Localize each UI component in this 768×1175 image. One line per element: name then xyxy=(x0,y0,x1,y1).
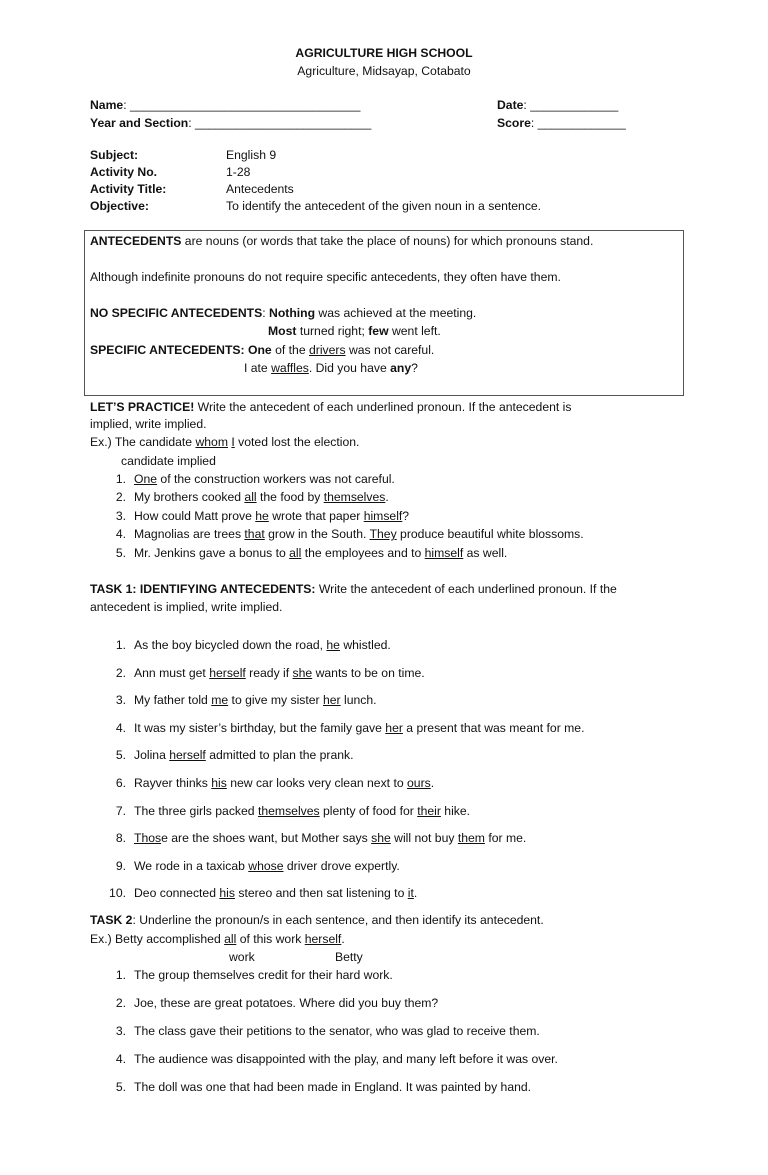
spec-rest: of the xyxy=(271,343,309,357)
task2-example-answer-1: work xyxy=(229,950,255,964)
underlined-pronoun: that xyxy=(244,527,265,542)
item-text: will not buy xyxy=(390,831,458,846)
item-number: 4. xyxy=(115,527,126,542)
item-text: Deo connected xyxy=(134,886,220,901)
practice-instruction-line-1 xyxy=(90,399,571,415)
name-field[interactable]: Name: __________________________________ xyxy=(90,98,361,112)
item-text: . xyxy=(385,490,389,505)
item-text: for me. xyxy=(484,831,527,846)
underlined-pronoun: she xyxy=(292,665,313,680)
item-text: Joe, these are great potatoes. Where did you buy them? xyxy=(134,996,439,1010)
underlined-pronoun: them xyxy=(457,831,485,846)
nospec-rest: turned right; xyxy=(296,324,369,338)
underlined-pronoun: her xyxy=(323,693,341,708)
task1-instruction-line-1 xyxy=(90,581,617,597)
item-number: 1. xyxy=(115,638,126,652)
task1-item xyxy=(104,885,417,901)
spec-rest: was not careful. xyxy=(345,343,435,357)
underlined-pronoun: all xyxy=(244,490,257,505)
item-number: 2. xyxy=(115,490,126,505)
example-pronoun: whom xyxy=(195,435,228,449)
item-number: 5. xyxy=(115,1080,126,1094)
item-text: The class gave their petitions to the senator, who was glad to receive them. xyxy=(134,1024,540,1038)
specific-line-1 xyxy=(90,342,434,358)
example-pronoun: I xyxy=(231,435,235,449)
example-pronoun: herself xyxy=(304,932,342,946)
activity-no-value: 1-28 xyxy=(226,165,251,179)
year-label: Year and Section xyxy=(90,116,189,130)
example-pronoun: all xyxy=(224,932,237,946)
task2-example-answer-2: Betty xyxy=(335,950,363,964)
year-section-field[interactable]: Year and Section: __________________________ xyxy=(90,116,372,130)
item-text: The three girls packed xyxy=(134,803,258,818)
underlined-pronoun: One xyxy=(134,472,158,486)
underlined-pronoun: himself xyxy=(363,508,403,523)
underlined-pronoun: They xyxy=(369,527,397,542)
practice-example xyxy=(90,434,359,450)
spec-label: SPECIFIC ANTECEDENTS: xyxy=(90,343,245,357)
objective-label: Objective: xyxy=(90,199,149,213)
activity-title-label: Activity Title: xyxy=(90,182,167,196)
nospec-word: few xyxy=(368,324,389,338)
item-number: 4. xyxy=(115,720,126,735)
item-number: 3. xyxy=(115,693,126,708)
school-name: AGRICULTURE HIGH SCHOOL xyxy=(295,46,473,60)
task1-instruction: Write the antecedent of each underlined pronoun. If the xyxy=(315,582,617,596)
item-text: plenty of food for xyxy=(319,803,418,818)
underlined-pronoun: he xyxy=(326,638,340,652)
item-text: ready if xyxy=(245,665,293,680)
item-text: The audience was disappointed with the play, and many left before it was over. xyxy=(134,1052,558,1066)
underlined-pronoun: ours xyxy=(407,776,431,790)
underlined-pronoun: all xyxy=(289,545,302,560)
example-text: Ex.) Betty accomplished xyxy=(90,932,225,946)
underlined-pronoun: themselves xyxy=(323,490,386,505)
objective-value: To identify the antecedent of the given noun in a sentence. xyxy=(226,199,542,213)
task2-heading: TASK 2 xyxy=(90,913,133,927)
task1-item xyxy=(104,803,470,819)
item-text: . xyxy=(413,886,418,901)
task1-item xyxy=(104,637,391,653)
item-text: Jolina xyxy=(134,748,170,763)
practice-item xyxy=(104,526,584,542)
practice-item xyxy=(104,471,395,487)
nospec-word: Nothing xyxy=(269,306,316,320)
underlined-pronoun: her xyxy=(385,720,403,735)
spec-rest: I ate xyxy=(244,361,272,375)
item-text: the employees and to xyxy=(301,545,425,560)
item-text: We rode in a taxicab xyxy=(134,858,249,873)
spec-underlined: waffles xyxy=(271,361,309,375)
underlined-pronoun: his xyxy=(211,776,227,790)
example-text: voted lost the election. xyxy=(234,435,360,449)
item-text: as well. xyxy=(463,545,508,560)
task2-item xyxy=(104,1079,531,1095)
item-text: My brothers cooked xyxy=(134,490,245,505)
underlined-pronoun: me xyxy=(211,693,229,708)
score-field[interactable]: Score: _____________ xyxy=(497,116,626,130)
task2-example xyxy=(90,931,345,947)
task2-item xyxy=(104,967,393,983)
item-text: the food by xyxy=(256,490,324,505)
underlined-pronoun: herself xyxy=(169,748,206,763)
underlined-pronoun: his xyxy=(219,886,235,901)
item-text: lunch. xyxy=(340,693,377,708)
item-text: produce beautiful white blossoms. xyxy=(396,527,584,542)
item-number: 5. xyxy=(115,545,126,560)
task1-heading: TASK 1: IDENTIFYING ANTECEDENTS: xyxy=(90,582,316,596)
item-number: 3. xyxy=(115,1024,126,1038)
nospec-rest: was achieved at the meeting. xyxy=(315,306,477,320)
item-text: How could Matt prove xyxy=(134,508,256,523)
underlined-pronoun: she xyxy=(371,831,391,846)
item-number: 9. xyxy=(115,858,126,873)
spec-rest: ? xyxy=(411,361,418,375)
example-text: Ex.) The candidate xyxy=(90,435,196,449)
school-address: Agriculture, Midsayap, Cotabato xyxy=(297,64,471,78)
item-number: 1. xyxy=(115,472,126,486)
underlined-pronoun: themselves xyxy=(257,803,320,818)
def-rest: are nouns (or words that take the place of nouns) for which pronouns stand. xyxy=(181,234,594,248)
practice-instruction-line-2: implied, write implied. xyxy=(90,417,207,431)
underlined-pronoun: their xyxy=(417,803,441,818)
name-label: Name xyxy=(90,98,124,112)
item-text: Rayver thinks xyxy=(134,776,212,790)
item-text: of the construction workers was not careful. xyxy=(157,472,395,486)
example-text: of this work xyxy=(236,932,305,946)
task1-instruction-line-2: antecedent is implied, write implied. xyxy=(90,600,283,614)
item-text: grow in the South. xyxy=(264,527,370,542)
underlined-pronoun: herself xyxy=(209,665,246,680)
item-number: 5. xyxy=(115,748,126,763)
item-number: 10. xyxy=(109,886,126,901)
item-number: 1. xyxy=(115,968,126,982)
task1-item xyxy=(104,720,584,736)
nospec-label: NO SPECIFIC ANTECEDENTS xyxy=(90,306,263,320)
definition-line xyxy=(90,233,593,249)
item-text: driver drove expertly. xyxy=(283,858,400,873)
activity-no-label: Activity No. xyxy=(90,165,158,179)
item-text: The doll was one that had been made in England. It was painted by hand. xyxy=(134,1080,532,1094)
spec-rest: . Did you have xyxy=(308,361,391,375)
item-text: wrote that paper xyxy=(268,508,364,523)
task2-item xyxy=(104,995,438,1011)
practice-instruction: Write the antecedent of each underlined pronoun. If the antecedent is xyxy=(194,400,572,414)
date-field[interactable]: Date: _____________ xyxy=(497,98,619,112)
date-blank[interactable]: _____________ xyxy=(530,98,619,112)
item-text: a present that was meant for me. xyxy=(402,720,585,735)
practice-item xyxy=(104,508,409,524)
item-number: 7. xyxy=(115,803,126,818)
underlined-pronoun: he xyxy=(255,508,269,523)
item-text: stereo and then sat listening to xyxy=(234,886,408,901)
task2-instruction xyxy=(90,912,544,928)
item-text: Magnolias are trees xyxy=(134,527,245,542)
underlined-pronoun: Thos xyxy=(134,831,162,846)
practice-item xyxy=(104,545,507,561)
task1-item xyxy=(104,858,400,874)
item-text: The group themselves credit for their hard work. xyxy=(134,968,393,982)
activity-title-value: Antecedents xyxy=(226,182,294,196)
item-number: 3. xyxy=(115,508,126,523)
task1-item xyxy=(104,775,434,791)
item-text: . xyxy=(430,776,435,790)
item-text: to give my sister xyxy=(228,693,323,708)
def-term: ANTECEDENTS xyxy=(90,234,182,248)
spec-word: any xyxy=(390,361,412,375)
item-text: Ann must get xyxy=(134,665,210,680)
nospec-rest: went left. xyxy=(388,324,441,338)
item-number: 8. xyxy=(115,831,126,846)
spec-underlined: drivers xyxy=(308,343,346,357)
item-number: 2. xyxy=(115,665,126,680)
item-text: It was my sister’s birthday, but the family gave xyxy=(134,720,386,735)
item-text: Mr. Jenkins gave a bonus to xyxy=(134,545,290,560)
score-label: Score xyxy=(497,116,531,130)
task1-item xyxy=(104,665,425,681)
item-text: whistled. xyxy=(339,638,391,652)
item-text: My father told xyxy=(134,693,212,708)
name-blank[interactable]: __________________________________ xyxy=(129,98,361,112)
nospec-word: Most xyxy=(268,324,297,338)
no-specific-line-1 xyxy=(90,305,476,321)
underlined-pronoun: it xyxy=(407,886,414,901)
underlined-pronoun: whose xyxy=(248,858,284,873)
task2-instruction-text: : Underline the pronoun/s in each sentence, and then identify its antecedent. xyxy=(132,913,544,927)
item-text: As the boy bicycled down the road, xyxy=(134,638,327,652)
subject-label: Subject: xyxy=(90,148,139,162)
year-blank[interactable]: __________________________ xyxy=(195,116,372,130)
item-number: 4. xyxy=(115,1052,126,1066)
example-text: . xyxy=(341,932,345,946)
date-label: Date xyxy=(497,98,524,112)
practice-example-answer: candidate implied xyxy=(121,454,216,468)
item-text: wants to be on time. xyxy=(312,665,425,680)
nospec-colon: : xyxy=(262,306,270,320)
item-text: new car looks very clean next to xyxy=(226,776,408,790)
practice-item xyxy=(104,489,389,505)
item-text: hike. xyxy=(440,803,471,818)
item-number: 6. xyxy=(115,776,126,790)
specific-line-2 xyxy=(244,360,418,376)
task2-item xyxy=(104,1051,558,1067)
item-text: admitted to plan the prank. xyxy=(205,748,354,763)
indefinite-line: Although indefinite pronouns do not require specific antecedents, they often have them. xyxy=(90,270,561,284)
score-blank[interactable]: _____________ xyxy=(537,116,626,130)
task1-item xyxy=(104,692,377,708)
item-text: ? xyxy=(402,508,410,523)
no-specific-line-2 xyxy=(268,323,441,339)
task2-item xyxy=(104,1023,540,1039)
item-number: 2. xyxy=(115,996,126,1010)
underlined-pronoun: himself xyxy=(424,545,464,560)
practice-heading: LET’S PRACTICE! xyxy=(90,400,195,414)
item-text: e are the shoes want, but Mother says xyxy=(161,831,372,846)
task1-item xyxy=(104,747,354,763)
subject-value: English 9 xyxy=(226,148,277,162)
spec-word: One xyxy=(244,343,272,357)
task1-item xyxy=(104,830,526,846)
